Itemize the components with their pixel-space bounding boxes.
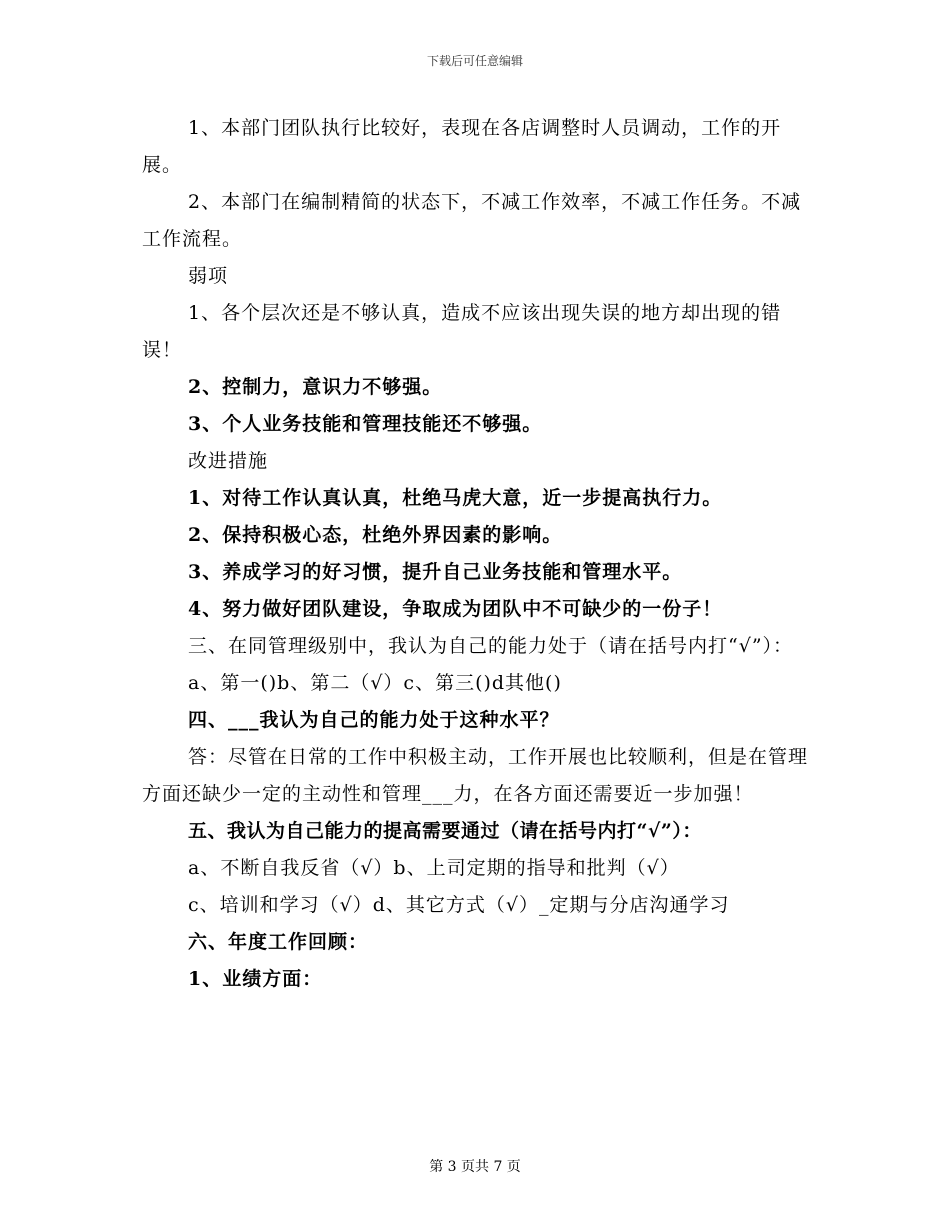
paragraph-weakness-1: 1、各个层次还是不够认真，造成不应该出现失误的地方却出现的错误！ — [142, 302, 782, 361]
section-four-heading: 四、___我认为自己的能力处于这种水平？ — [188, 709, 560, 731]
section-six-heading: 六、年度工作回顾： — [188, 931, 369, 953]
section-three-options: a、第一()b、第二（√）c、第三()d其他() — [188, 672, 562, 694]
section-four-answer: 答：尽管在日常的工作中积极主动，工作开展也比较顺利，但是在管理方面还缺少一定的主动性和管理___力，在各方面还需要近一步加强！ — [142, 746, 809, 805]
section-three-question: 三、在同管理级别中，我认为自己的能力处于（请在括号内打“√”）： — [188, 635, 794, 657]
paragraph-strength-1: 1、本部门团队执行比较好，表现在各店调整时人员调动，工作的开展。 — [142, 117, 782, 176]
section-six-item-1: 1、业绩方面： — [188, 968, 323, 990]
paragraph-weakness-3: 3、个人业务技能和管理技能还不够强。 — [188, 413, 543, 435]
section-five-options-2: c、培训和学习（√）d、其它方式（√）_定期与分店沟通学习 — [188, 894, 730, 916]
paragraph-weakness-2: 2、控制力，意识力不够强。 — [188, 376, 443, 398]
section-five-heading: 五、我认为自己能力的提高需要通过（请在括号内打“√”）： — [188, 820, 702, 842]
paragraph-improvement-4: 4、努力做好团队建设，争取成为团队中不可缺少的一份子！ — [188, 598, 723, 620]
section-five-options-1: a、不断自我反省（√）b、上司定期的指导和批判（√） — [188, 857, 680, 879]
paragraph-strength-2: 2、本部门在编制精简的状态下，不减工作效率，不减工作任务。不减工作流程。 — [142, 191, 802, 250]
paragraph-improvement-3: 3、养成学习的好习惯，提升自己业务技能和管理水平。 — [188, 561, 683, 583]
paragraph-improvement-1: 1、对待工作认真认真，杜绝马虎大意，近一步提高执行力。 — [188, 487, 723, 509]
heading-weakness: 弱项 — [188, 265, 229, 287]
paragraph-improvement-2: 2、保持积极心态，杜绝外界因素的影响。 — [188, 524, 563, 546]
page-header: 下载后可任意编辑 — [426, 54, 523, 68]
page-footer: 第 3 页共 7 页 — [429, 1159, 521, 1175]
document-body — [142, 110, 810, 998]
heading-improvement: 改进措施 — [188, 450, 269, 472]
